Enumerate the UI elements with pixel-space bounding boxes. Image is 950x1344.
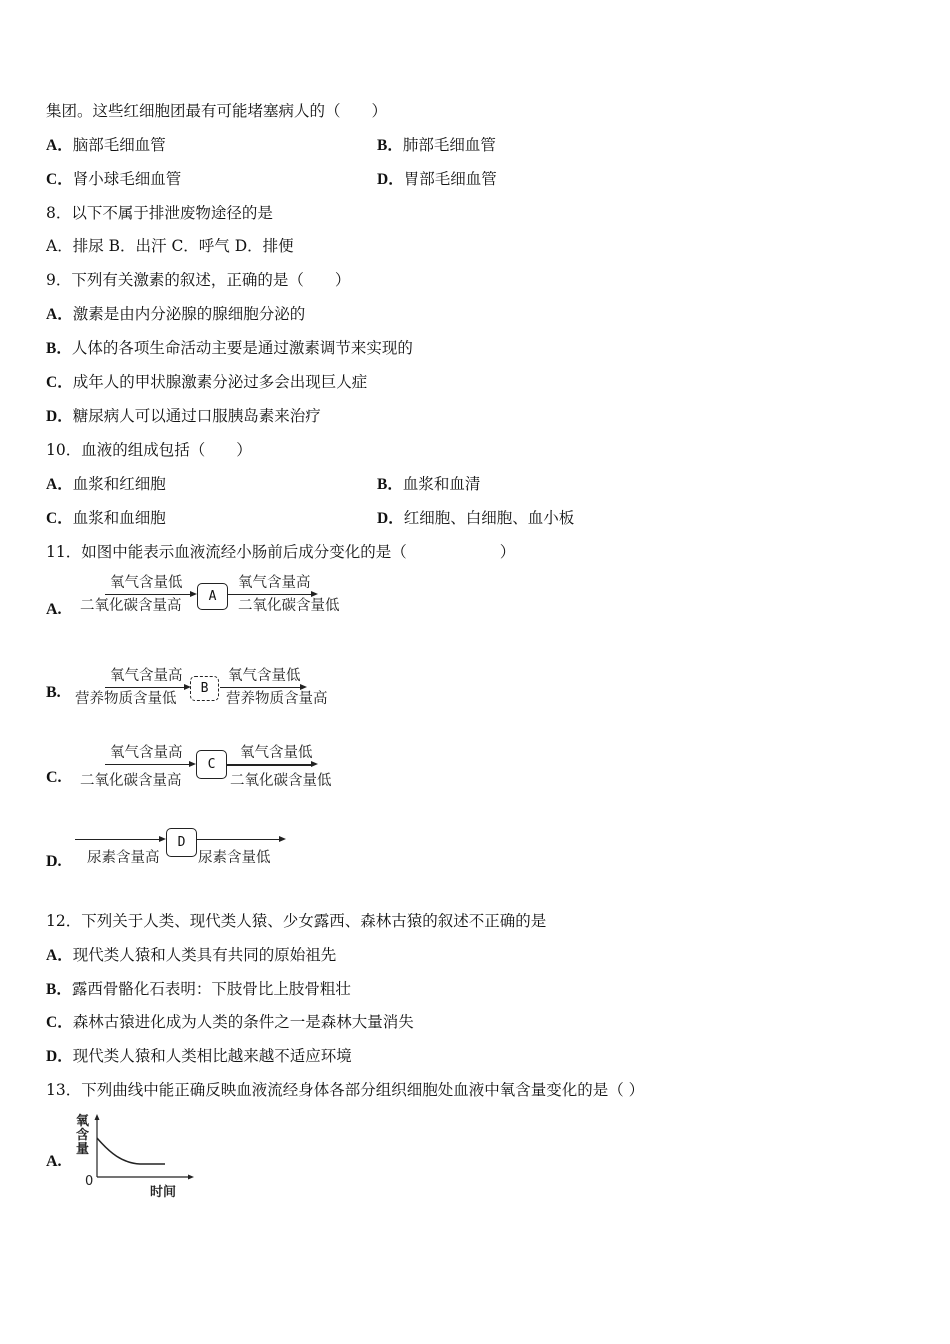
- origin-label: 0: [85, 1174, 94, 1189]
- q10-option-a: [46, 474, 166, 495]
- arrow-line: [197, 839, 279, 840]
- input-bottom-text: 营养物质含量低: [75, 691, 177, 707]
- option-text: 血浆和血清: [402, 475, 481, 493]
- y-axis-label: 氧含量: [76, 1114, 90, 1157]
- option-letter: D.: [46, 853, 62, 870]
- option-letter: A．: [46, 137, 73, 154]
- option-letter: A．: [46, 306, 73, 323]
- output-top-text: 氧气含量低: [240, 745, 313, 761]
- question-11-stem: 11．如图中能表示血液流经小肠前后成分变化的是（ ）: [46, 543, 516, 561]
- arrow-line: [105, 687, 185, 688]
- option-letter: B．: [377, 476, 403, 493]
- option-letter: C.: [46, 769, 62, 786]
- input-top-text: 氧气含量高: [110, 745, 183, 761]
- q10-option-c: [46, 508, 166, 529]
- arrow-head-icon: [311, 591, 318, 597]
- input-top-text: 氧气含量高: [110, 668, 183, 684]
- q11-diagram-d: [0, 820, 400, 920]
- q12-option-a: [46, 945, 336, 966]
- option-letter: C．: [46, 171, 73, 188]
- y-axis-arrow-icon: [95, 1114, 100, 1120]
- option-text: 激素是由内分泌腺的腺细胞分泌的: [72, 305, 306, 323]
- output-bottom-text: 营养物质含量高: [226, 691, 328, 707]
- question-8-stem: 8．以下不属于排泄废物途径的是: [46, 204, 273, 222]
- input-bottom-text: 尿素含量高: [87, 850, 160, 866]
- arrow-line: [75, 839, 159, 840]
- q7-option-a: [46, 135, 166, 156]
- q10-option-b: [377, 474, 480, 495]
- option-text: 露西骨骼化石表明：下肢骨比上肢骨粗壮: [71, 980, 351, 998]
- q11-diagram-a: [0, 570, 400, 670]
- question-9-stem: 9．下列有关激素的叙述，正确的是（ ）: [46, 271, 351, 289]
- arrow-head-icon: [190, 591, 197, 597]
- input-bottom-text: 二氧化碳含量高: [80, 598, 182, 614]
- x-axis-arrow-icon: [188, 1175, 194, 1180]
- q7-option-b: [377, 135, 496, 156]
- option-text: 人体的各项生命活动主要是通过激素调节来实现的: [71, 339, 413, 357]
- option-letter: A．: [46, 947, 73, 964]
- question-13-stem: 13．下列曲线中能正确反映血液流经身体各部分组织细胞处血液中氧含量变化的是（ ）: [46, 1081, 645, 1099]
- option-text: 肺部毛细血管: [402, 136, 496, 154]
- arrow-head-icon: [311, 761, 318, 767]
- option-letter: B．: [46, 340, 72, 357]
- arrow-line: [228, 594, 311, 595]
- q9-option-a: [46, 304, 305, 325]
- q10-option-d: [377, 508, 574, 529]
- question-7-stem-tail: 集团。这些红细胞团最有可能堵塞病人的（ ）: [46, 102, 388, 120]
- q9-option-b: [46, 338, 413, 359]
- option-letter: A.: [46, 1153, 62, 1170]
- option-text: 血浆和血细胞: [72, 509, 166, 527]
- output-bottom-text: 二氧化碳含量低: [230, 773, 332, 789]
- option-text: 胃部毛细血管: [403, 170, 497, 188]
- arrow-head-icon: [189, 761, 196, 767]
- option-text: 成年人的甲状腺激素分泌过多会出现巨人症: [72, 373, 368, 391]
- q8-options: A．排尿 B．出汗 C．呼气 D．排便: [46, 237, 294, 255]
- q12-option-b: [46, 979, 351, 1000]
- arrow-head-icon: [300, 684, 307, 690]
- organ-box: C: [196, 750, 227, 779]
- q7-option-d: [377, 169, 497, 190]
- organ-box: B: [190, 676, 219, 701]
- q13-graph-a: [0, 1105, 400, 1205]
- option-letter: D．: [46, 408, 73, 425]
- question-12-stem: 12．下列关于人类、现代类人猿、少女露西、森林古猿的叙述不正确的是: [46, 912, 547, 930]
- output-bottom-text: 二氧化碳含量低: [238, 598, 340, 614]
- q9-option-c: [46, 372, 367, 393]
- option-letter: D．: [46, 1048, 73, 1065]
- arrow-line: [105, 764, 189, 765]
- option-text: 现代类人猿和人类具有共同的原始祖先: [72, 946, 337, 964]
- option-letter: B．: [377, 137, 403, 154]
- arrow-line: [220, 687, 300, 688]
- option-letter: C．: [46, 510, 73, 527]
- question-10-stem: 10．血液的组成包括（ ）: [46, 441, 252, 459]
- option-letter: A．: [46, 476, 73, 493]
- option-text: 糖尿病人可以通过口服胰岛素来治疗: [72, 407, 321, 425]
- q12-option-d: [46, 1046, 352, 1067]
- option-letter: B．: [46, 981, 72, 998]
- x-axis-label: 时间: [150, 1185, 177, 1200]
- option-text: 脑部毛细血管: [72, 136, 166, 154]
- output-top-text: 氧气含量低: [228, 668, 301, 684]
- option-letter: C．: [46, 374, 73, 391]
- option-letter: B.: [46, 684, 61, 701]
- option-letter: C．: [46, 1014, 73, 1031]
- arrow-line: [105, 594, 190, 595]
- q9-option-d: [46, 406, 321, 427]
- option-text: 肾小球毛细血管: [72, 170, 182, 188]
- option-letter: A.: [46, 601, 62, 618]
- organ-box: A: [197, 583, 228, 610]
- q12-option-c: [46, 1012, 414, 1033]
- oxygen-curve-chart: [0, 1105, 220, 1205]
- organ-box: D: [166, 828, 197, 857]
- option-text: 森林古猿进化成为人类的条件之一是森林大量消失: [72, 1013, 414, 1031]
- option-text: 红细胞、白细胞、血小板: [403, 509, 575, 527]
- option-text: 血浆和红细胞: [72, 475, 166, 493]
- option-letter: D．: [377, 171, 404, 188]
- oxygen-curve: [97, 1138, 165, 1164]
- output-bottom-text: 尿素含量低: [198, 850, 271, 866]
- option-text: 现代类人猿和人类相比越来越不适应环境: [72, 1047, 352, 1065]
- output-top-text: 氧气含量高: [238, 575, 311, 591]
- input-top-text: 氧气含量低: [110, 575, 183, 591]
- arrow-head-icon: [159, 836, 166, 842]
- q7-option-c: [46, 169, 181, 190]
- option-letter: D．: [377, 510, 404, 527]
- arrow-line: [227, 764, 311, 766]
- input-bottom-text: 二氧化碳含量高: [80, 773, 182, 789]
- arrow-head-icon: [279, 836, 286, 842]
